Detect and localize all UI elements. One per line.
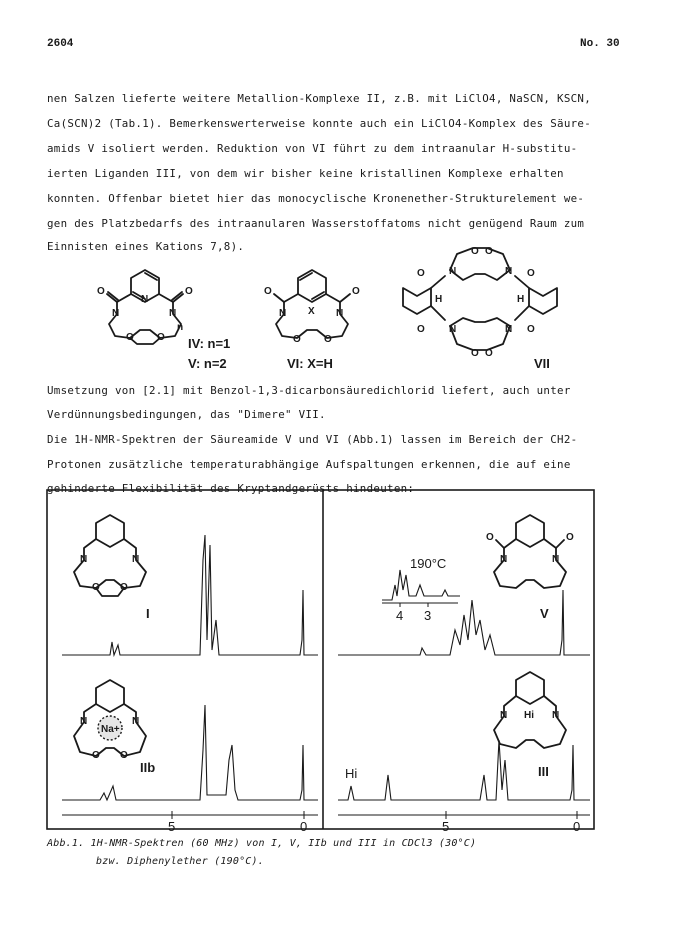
inset-tick-3: 3 xyxy=(424,608,432,623)
svg-text:H: H xyxy=(517,294,525,305)
text-line: Protonen zusätzliche temperaturabhängige Aufspaltungen erkennen, die auf eine xyxy=(47,458,571,471)
label-iv: IV: n=1 xyxy=(188,336,231,351)
issue-number: No. 30 xyxy=(580,38,620,50)
svg-text:N: N xyxy=(141,294,149,305)
svg-text:N: N xyxy=(169,308,177,319)
spectrum-iii xyxy=(338,740,590,800)
panel-label-iib: IIb xyxy=(140,760,156,775)
svg-text:O: O xyxy=(185,286,193,297)
na-label: Na+ xyxy=(101,724,120,735)
svg-text:O: O xyxy=(471,348,479,359)
svg-text:O: O xyxy=(417,324,425,335)
text-line: Umsetzung von [2.1] mit Benzol-1,3-dicarbonsäuredichlorid liefert, auch unter xyxy=(47,384,571,397)
svg-text:N: N xyxy=(449,266,457,277)
panel-label-v: V xyxy=(540,606,549,621)
structure-iii-sketch xyxy=(494,672,566,748)
svg-text:N: N xyxy=(279,308,287,319)
svg-text:N: N xyxy=(80,554,88,565)
svg-text:O: O xyxy=(120,582,128,593)
svg-text:H: H xyxy=(435,294,443,305)
label-vii: VII xyxy=(534,356,550,371)
text-line: ierten Liganden III, von dem wir bisher keine kristallinen Komplexe erhalten xyxy=(47,167,564,180)
svg-text:O: O xyxy=(157,332,165,343)
structure-i-sketch xyxy=(74,515,146,596)
svg-text:N: N xyxy=(505,266,513,277)
figure-frame xyxy=(47,490,594,829)
inset-temperature: 190°C xyxy=(410,556,447,571)
text-line: Ca(SCN)2 (Tab.1). Bemerkenswerterweise konnte auch ein LiClO4-Komplex des Säure- xyxy=(47,117,592,130)
svg-text:N: N xyxy=(336,308,344,319)
svg-text:O: O xyxy=(485,348,493,359)
spectrum-v xyxy=(338,590,590,655)
svg-text:N: N xyxy=(500,710,508,721)
label-vi: VI: X=H xyxy=(287,356,333,371)
text-line: nen Salzen lieferte weitere Metallion-Komplexe II, z.B. mit LiClO4, NaSCN, KSCN, xyxy=(47,92,592,105)
svg-text:O: O xyxy=(120,750,128,761)
text-line: amids V isoliert werden. Reduktion von VI führt zu dem intraanular H-substitu- xyxy=(47,142,578,155)
svg-text:N: N xyxy=(112,308,120,319)
axis-right-0: 0 xyxy=(573,819,581,834)
svg-text:O: O xyxy=(352,286,360,297)
svg-text:O: O xyxy=(92,750,100,761)
svg-text:O: O xyxy=(417,268,425,279)
panel-label-i: I xyxy=(146,606,150,621)
text-line: gen des Platzbedarfs des intraanularen Wasserstoffatoms nicht genügend Raum zum xyxy=(47,217,585,230)
svg-text:O: O xyxy=(566,532,574,543)
text-line: Einnisten eines Kations 7,8). xyxy=(47,240,245,253)
svg-text:O: O xyxy=(97,286,105,297)
label-v: V: n=2 xyxy=(188,356,227,371)
svg-text:O: O xyxy=(264,286,272,297)
ri-label: Hi xyxy=(524,710,534,721)
svg-text:O: O xyxy=(486,532,494,543)
panel-label-iii: III xyxy=(538,764,549,779)
svg-text:N: N xyxy=(505,324,513,335)
axis-left-0: 0 xyxy=(300,819,308,834)
svg-text:O: O xyxy=(527,324,535,335)
svg-text:N: N xyxy=(552,554,560,565)
text-line: Verdünnungsbedingungen, das "Dimere" VII. xyxy=(47,408,326,421)
svg-text:N: N xyxy=(449,324,457,335)
svg-text:N: N xyxy=(500,554,508,565)
spectrum-inset xyxy=(382,570,460,600)
x-atom: X xyxy=(308,306,315,317)
svg-text:N: N xyxy=(552,710,560,721)
axis-right-5: 5 xyxy=(442,819,450,834)
text-line: konnten. Offenbar bietet hier das monocyclische Kronenether-Strukturelement we- xyxy=(47,192,585,205)
svg-text:O: O xyxy=(324,334,332,345)
svg-text:N: N xyxy=(80,716,88,727)
svg-text:N: N xyxy=(132,716,140,727)
svg-text:O: O xyxy=(527,268,535,279)
figure-caption-line-1: Abb.1. 1H-NMR-Spektren (60 MHz) von I, V, IIb und III in CDCl3 (30°C) xyxy=(47,838,477,849)
hi-label: Hi xyxy=(345,766,358,781)
svg-text:O: O xyxy=(126,332,134,343)
svg-text:O: O xyxy=(293,334,301,345)
svg-text:O: O xyxy=(92,582,100,593)
svg-text:O: O xyxy=(471,246,479,257)
n-subscript: n xyxy=(177,322,184,333)
inset-tick-4: 4 xyxy=(396,608,404,623)
figure-caption-line-2: bzw. Diphenylether (190°C). xyxy=(96,856,264,867)
structure-v-sketch xyxy=(486,515,574,588)
svg-text:O: O xyxy=(485,246,493,257)
text-line: Die 1H-NMR-Spektren der Säureamide V und VI (Abb.1) lassen im Bereich der CH2- xyxy=(47,433,578,446)
text-line: gehinderte Flexibilität des Kryptandgerüsts hindeuten: xyxy=(47,482,415,495)
structure-iib-sketch xyxy=(74,680,146,761)
page-number: 2604 xyxy=(47,38,74,50)
svg-text:N: N xyxy=(132,554,140,565)
axis-left-5: 5 xyxy=(168,819,176,834)
